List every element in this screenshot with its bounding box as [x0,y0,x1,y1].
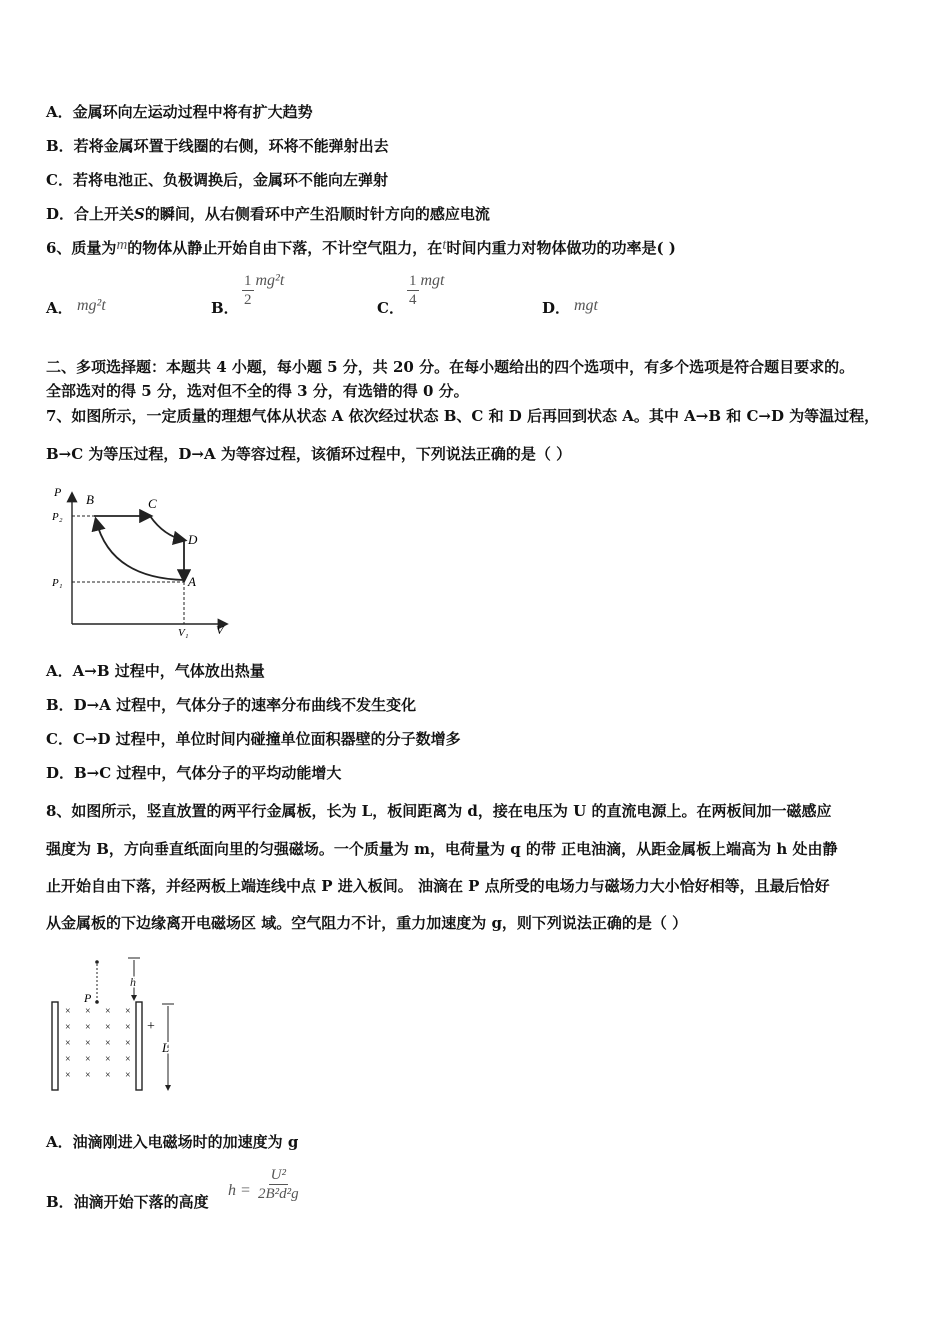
q6-var-t: t [442,237,447,253]
field-cross: × [85,1022,91,1033]
q7-option-a: A．A→B 过程中，气体放出热量 [46,662,265,680]
q8-option-b-text: B．油滴开始下落的高度 [46,1193,209,1211]
state-c-label: C [148,496,157,511]
field-cross: × [85,1070,91,1081]
q6-option-b-label: B． [211,299,239,317]
q7-option-b: B．D→A 过程中，气体分子的速率分布曲线不发生变化 [46,696,417,714]
point-p-dot [95,1000,99,1004]
q7-stem-line2: B→C 为等压过程，D→A 为等容过程，该循环过程中，下列说法正确的是（ ） [46,445,572,463]
q6-stem-pre: 6、质量为 [46,239,117,257]
drop-start-dot [95,960,99,964]
field-cross: × [65,1022,71,1033]
state-b-label: B [86,492,94,507]
field-cross: × [105,1070,111,1081]
q8-option-a: A．油滴刚进入电磁场时的加速度为 g [46,1133,299,1151]
q5-option-d-s: S [134,205,145,223]
q6-stem-post: 时间内重力对物体做功的功率是( ) [446,239,676,257]
field-cross: × [85,1006,91,1017]
q6-option-c-num: 1 [409,273,417,289]
q6-var-m: m [116,237,128,253]
q7-option-d: D．B→C 过程中，气体分子的平均动能增大 [46,764,342,782]
right-plate [136,1002,142,1090]
field-cross: × [125,1022,131,1033]
magnetic-field-crosses [65,1006,131,1081]
field-cross: × [125,1006,131,1017]
ab-path [96,520,184,580]
q5-option-d-pre: D．合上开关 [46,205,135,223]
q6-option-c-label: C． [377,299,404,317]
q8-option-b-fraction [254,1166,303,1203]
left-plate [52,1002,58,1090]
field-cross: × [125,1038,131,1049]
q6-option-a-label: A． [46,299,73,317]
l-label: L [162,1040,170,1055]
h-label: h [130,975,136,989]
q5-option-b: B．若将金属环置于线圈的右侧，环将不能弹射出去 [46,137,389,155]
q6-option-d-label: D． [542,299,571,317]
q8-option-b-num: U² [270,1167,286,1183]
v1-label: V₁ [178,627,189,639]
field-cross: × [85,1054,91,1065]
q6-option-c-rest: mgt [420,271,445,289]
field-cross: × [125,1070,131,1081]
state-a-label: A [188,574,196,589]
q7-stem-line1: 7、如图所示，一定质量的理想气体从状态 A 依次经过状态 B、C 和 D 后再回到状态 A。其中 A→B 和 C→D 为等温过程， [46,407,880,425]
field-cross: × [105,1006,111,1017]
q8-option-b-lhs: h = [228,1182,251,1199]
field-cross: × [125,1054,131,1065]
q6-option-b-den: 2 [244,292,252,308]
q6-stem-mid: 的物体从静止开始自由下落，不计空气阻力，在 [127,239,443,257]
q7-pv-diagram [46,482,236,642]
cd-path [150,516,184,540]
q6-stem [46,238,676,259]
field-cross: × [65,1038,71,1049]
section2-line2: 全部选对的得 5 分，选对但不全的得 3 分，有选错的得 0 分。 [46,382,469,400]
section2-line1: 二、多项选择题：本题共 4 小题，每小题 5 分，共 20 分。在每小题给出的四个选项中，有多个选项是符合题目要求的。 [46,358,855,376]
point-p-label: P [84,991,92,1005]
field-cross: × [105,1054,111,1065]
q8-stem-line2: 强度为 B，方向垂直纸面向里的匀强磁场。一个质量为 m，电荷量为 q 的带 正电油滴，从距金属板上端高为 h 处由静 [46,840,838,858]
state-d-label: D [188,532,198,547]
q6-option-c-den: 4 [409,292,417,308]
field-cross: × [105,1038,111,1049]
q6-option-d-expr: mgt [574,297,598,314]
p1-label: P₁ [52,577,63,589]
field-cross: × [65,1006,71,1017]
field-cross: × [85,1038,91,1049]
q6-option-c-expr [405,272,445,309]
q8-stem-line4: 从金属板的下边缘离开电磁场区 域。空气阻力不计，重力加速度为 g，则下列说法正确的是（ ） [46,914,688,932]
q8-stem-line1: 8、如图所示，竖直放置的两平行金属板，长为 L，板间距离为 d，接在电压为 U 的直流电源上。在两板间加一磁感应 [46,802,832,820]
q5-option-d [46,204,490,224]
q6-option-b-expr [240,272,284,309]
p2-label: P₂ [52,511,63,523]
field-cross: × [65,1070,71,1081]
q6-option-b-num: 1 [244,273,252,289]
field-cross: × [105,1022,111,1033]
q8-field-diagram [46,954,196,1094]
plus-sign: + [147,1019,155,1034]
q8-stem-line3: 止开始自由下落，并经两板上端连线中点 P 进入板间。 油滴在 P 点所受的电场力与磁场力大小恰好相等，且最后恰好 [46,877,830,895]
q5-option-a: A．金属环向左运动过程中将有扩大趋势 [46,103,313,121]
field-cross: × [65,1054,71,1065]
v-axis-label: V [216,623,224,637]
q5-option-c: C．若将电池正、负极调换后，金属环不能向左弹射 [46,171,388,189]
q6-option-b-rest: mg²t [255,271,285,289]
q8-option-b-den: 2B²d²g [258,1186,299,1202]
q7-option-c: C．C→D 过程中，单位时间内碰撞单位面积器壁的分子数增多 [46,730,461,748]
p-axis-label: P [54,485,62,499]
q5-option-d-post: 的瞬间，从右侧看环中产生沿顺时针方向的感应电流 [144,205,490,223]
q6-option-a-expr: mg²t [77,297,106,314]
